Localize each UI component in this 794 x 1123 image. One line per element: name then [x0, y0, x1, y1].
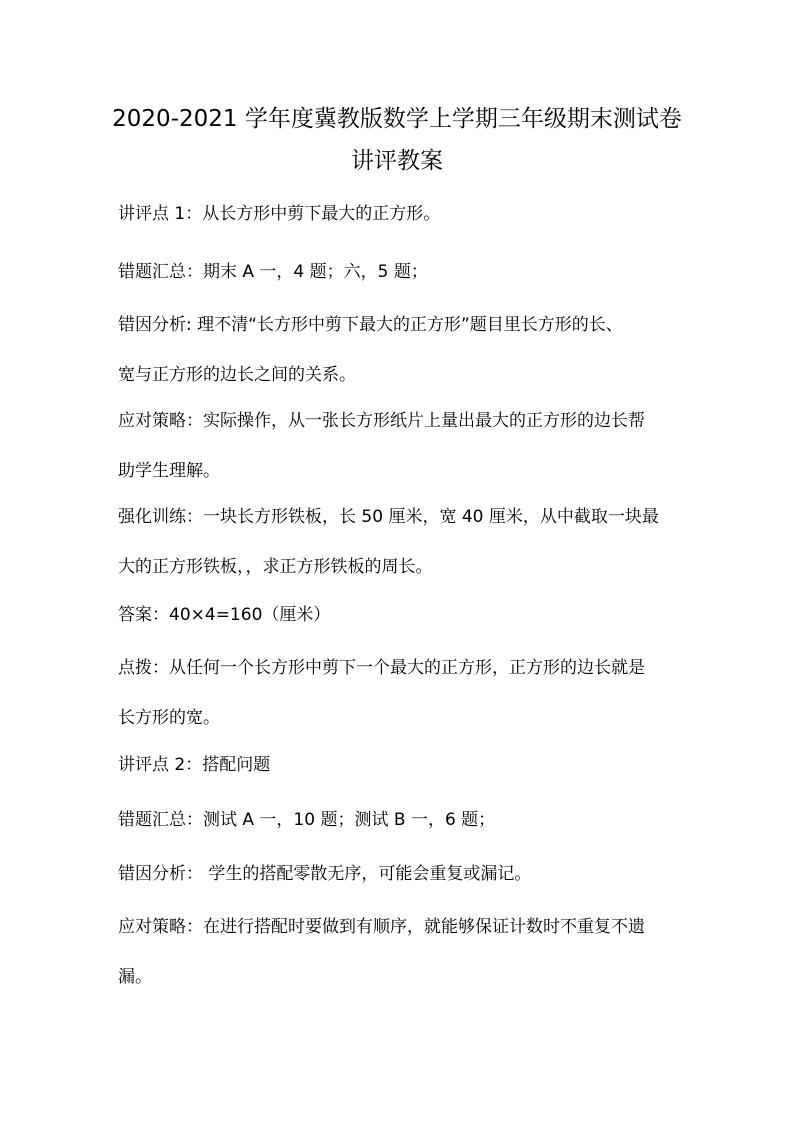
paragraph-error-analysis-2 [118, 860, 700, 889]
paragraph-hint-1 [118, 654, 700, 733]
text-line: 强化训练：一块长方形铁板，长 50 厘米，宽 40 厘米，从中截取一块最 [118, 507, 659, 527]
paragraph-strategy-2 [118, 913, 700, 992]
text-line: 错题汇总：期末 A 一，4 题；六，5 题； [118, 262, 428, 282]
document-subtitle: 讲评教案 [351, 148, 443, 174]
paragraph-practice-1 [118, 503, 700, 582]
text-line: 讲评点 1：从长方形中剪下最大的正方形。 [118, 204, 441, 224]
text-line: 应对策略：实际操作，从一张长方形纸片上量出最大的正方形的边长帮 [118, 411, 645, 431]
text-line: 长方形的宽。 [118, 708, 220, 728]
text-line: 宽与正方形的边长之间的关系。 [118, 365, 356, 385]
paragraph-review-point-1 [118, 200, 700, 229]
text-line: 错因分析: 理不清“长方形中剪下最大的正方形”题目里长方形的长、 [118, 315, 623, 335]
text-line: 应对策略：在进行搭配时要做到有顺序，就能够保证计数时不重复不遗 [118, 917, 645, 937]
text-line: 助学生理解。 [118, 461, 220, 481]
paragraph-strategy-1 [118, 407, 700, 486]
paragraph-review-point-2 [118, 751, 700, 780]
document-title: 2020-2021 学年度冀教版数学上学期三年级期末测试卷 [112, 106, 682, 132]
paragraph-error-summary-2 [118, 806, 700, 835]
text-line: 大的正方形铁板，，求正方形铁板的周长。 [118, 557, 433, 577]
text-line: 错因分析： 学生的搭配零散无序，可能会重复或漏记。 [118, 864, 532, 884]
text-line: 错题汇总：测试 A 一，10 题；测试 B 一，6 题； [118, 810, 496, 830]
text-line: 点拨：从任何一个长方形中剪下一个最大的正方形，正方形的边长就是 [118, 658, 645, 678]
paragraph-answer-1 [118, 601, 700, 630]
text-line: 答案：40×4=160（厘米） [118, 605, 331, 625]
text-line: 讲评点 2：搭配问题 [118, 755, 271, 775]
paragraph-error-summary-1 [118, 258, 700, 287]
paragraph-error-analysis-1 [118, 311, 700, 390]
text-line: 漏。 [118, 967, 152, 987]
